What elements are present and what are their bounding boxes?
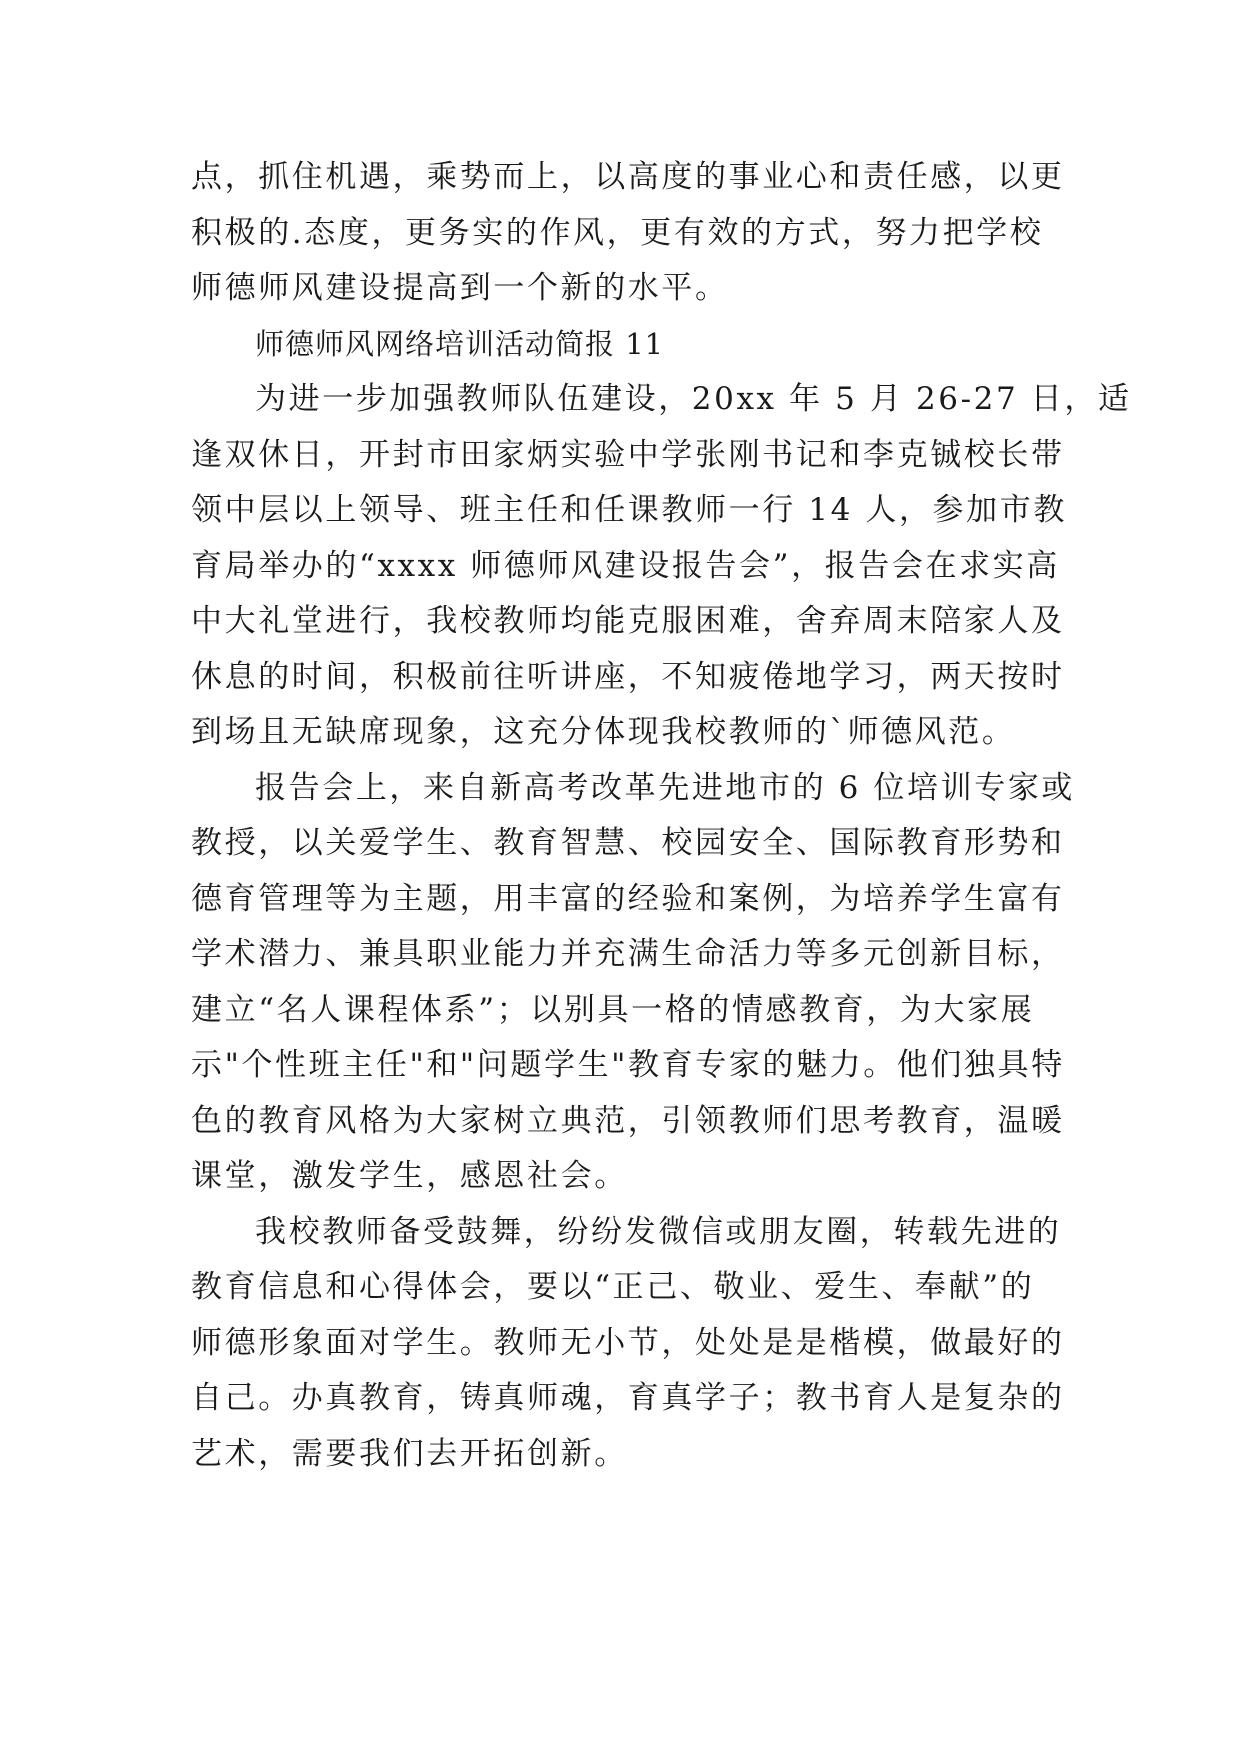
text-line: 教育信息和心得体会，要以“正己、敬业、爱生、奉献”的	[191, 1269, 1035, 1305]
text-line: 为进一步加强教师队伍建设，20xx 年 5 月 26-27 日，适	[255, 381, 1132, 417]
text-line: 休息的时间，积极前往听讲座，不知疲倦地学习，两天按时	[191, 658, 1065, 695]
text-line: 积极的.态度，更务实的作风，更有效的方式，努力把学校	[191, 214, 1044, 251]
text-line: 课堂，激发学生，感恩社会。	[191, 1158, 628, 1194]
text-line: 报告会上，来自新高考改革先进地市的 6 位培训专家或	[255, 769, 1076, 806]
text-line: 示"个性班主任"和"问题学生"教育专家的魅力。他们独具特	[191, 1047, 1065, 1083]
text-line: 艺术，需要我们去开拓创新。	[191, 1435, 628, 1472]
text-line: 教授，以关爱学生、教育智慧、校园安全、国际教育形势和	[191, 825, 1065, 861]
text-line: 领中层以上领导、班主任和任课教师一行 14 人，参加市教	[191, 492, 1067, 528]
text-line: 到场且无缺席现象，这充分体现我校教师的`师德风范。	[191, 714, 1016, 750]
text-line: 建立“名人课程体系”；以别具一格的情感教育，为大家展	[191, 991, 1035, 1028]
paragraph-1	[191, 372, 1132, 761]
paragraph-3	[191, 1205, 1065, 1483]
text-line: 师德师风建设提高到一个新的水平。	[191, 270, 729, 306]
section-title: 师德师风网络培训活动简报 11	[255, 326, 665, 361]
intro-paragraph	[191, 150, 1065, 317]
document-body	[191, 150, 1132, 1482]
text-line: 逢双休日，开封市田家炳实验中学张刚书记和李克铖校长带	[191, 436, 1065, 473]
text-line: 点，抓住机遇，乘势而上，以高度的事业心和责任感，以更	[191, 159, 1065, 195]
text-line: 我校教师备受鼓舞，纷纷发微信或朋友圈，转载先进的	[255, 1213, 1062, 1250]
paragraph-2	[191, 761, 1076, 1205]
text-line: 德育管理等为主题，用丰富的经验和案例，为培养学生富有	[191, 880, 1065, 917]
text-line: 自己。办真教育，铸真师魂，育真学子；教书育人是复杂的	[191, 1380, 1065, 1416]
text-line: 学术潜力、兼具职业能力并充满生命活力等多元创新目标，	[191, 936, 1065, 972]
text-line: 师德形象面对学生。教师无小节，处处是是楷模，做最好的	[191, 1324, 1065, 1361]
text-line: 育局举办的“xxxx 师德师风建设报告会”，报告会在求实高	[191, 547, 1060, 584]
text-line: 中大礼堂进行，我校教师均能克服困难，舍弃周末陪家人及	[191, 603, 1065, 639]
text-line: 色的教育风格为大家树立典范，引领教师们思考教育，温暖	[191, 1102, 1065, 1139]
